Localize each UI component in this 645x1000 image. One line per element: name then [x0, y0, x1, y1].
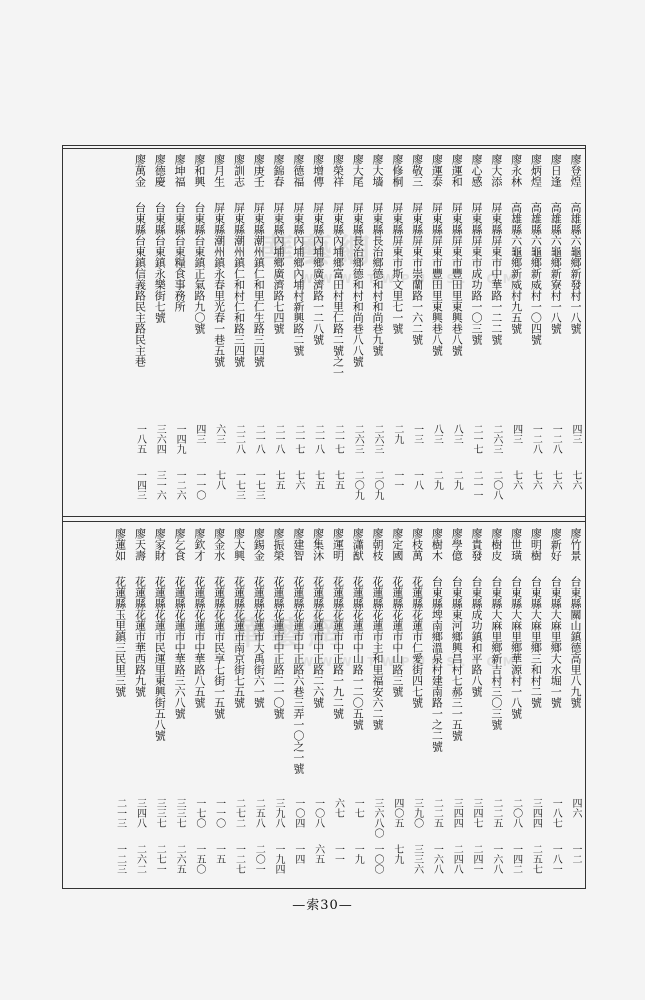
entry-number-2: 二六二 [134, 844, 146, 874]
directory-entry [308, 528, 328, 884]
entry-name: 廖訓志 [232, 154, 246, 187]
entry-number-1: 二一三 [114, 798, 126, 828]
directory-entry [130, 528, 150, 884]
entry-name: 廖枝萬 [410, 528, 424, 561]
entry-number-2: 一六八 [490, 844, 502, 874]
directory-entry [526, 528, 546, 884]
entry-number-2: 二〇一 [253, 844, 265, 874]
entry-number-2: 一九 [352, 844, 364, 864]
entry-number-2: 一四三 [134, 470, 146, 500]
entry-number-2: 一八一 [550, 844, 562, 874]
entry-number-1: 三三七 [174, 798, 186, 828]
entry-number-1: 三四四 [530, 798, 542, 828]
entry-number-2: 七五 [332, 470, 344, 490]
entry-name: 廖運泰 [430, 154, 444, 187]
entry-name: 廖定國 [390, 528, 404, 561]
entry-name: 廖明樹 [529, 528, 543, 561]
directory-entry [209, 528, 229, 884]
entry-name: 廖日逢 [549, 154, 563, 187]
entry-address: 屏東縣屏東市崇蘭路一六二號 [410, 202, 424, 345]
entry-address: 台東縣台東糧食事務所 [173, 202, 187, 312]
page-number: —索30— [292, 898, 353, 913]
directory-entry [347, 154, 367, 510]
directory-entry [407, 154, 427, 510]
entry-number-1: 四六 [570, 798, 581, 818]
entry-name: 廖蓮如 [113, 528, 127, 561]
entry-name: 廖修桐 [390, 154, 404, 187]
entry-number-2: 二四八 [451, 844, 463, 874]
entry-address: 台東縣大麻里鄉大水堀一號 [549, 576, 563, 708]
entry-name: 廖運和 [450, 154, 464, 187]
entry-name: 廖敬三 [410, 154, 424, 187]
entry-number-1: 一〇四 [292, 798, 304, 828]
entry-number-2: 七五 [312, 470, 324, 490]
entry-number-1: 八三 [431, 424, 443, 444]
entry-name: 廖登煌 [569, 154, 582, 187]
entry-name: 廖世璜 [509, 528, 523, 561]
directory-entry [328, 154, 348, 510]
entry-number-2: 一二三 [114, 844, 126, 874]
directory-entry [248, 528, 268, 884]
directory-entry [189, 528, 209, 884]
entry-number-1: 二六三 [352, 424, 364, 454]
entry-number-1: 一三 [411, 424, 423, 444]
entry-number-1: 六三 [213, 424, 225, 444]
directory-entry [209, 154, 229, 510]
entry-address: 高雄縣六龜鄉新發村一八號 [569, 202, 582, 334]
entry-number-2: 二〇九 [372, 470, 384, 500]
entry-number-1: 三九〇 [411, 798, 423, 828]
table-rule [63, 148, 585, 149]
entry-name: 廖錦春 [272, 154, 286, 187]
entry-address: 花蓮縣花蓮市中正路一九二號 [331, 576, 345, 719]
entry-number-1: 三六八〇 [372, 798, 384, 838]
directory-entry [545, 528, 565, 884]
entry-address: 花蓮縣花蓮市中山路一二〇五號 [351, 576, 365, 730]
directory-entry [506, 154, 526, 510]
entry-address: 屏東縣長治鄉德和村和尚巷八八號 [351, 202, 365, 367]
directory-entry [189, 154, 209, 510]
entry-number-2: 二〇八 [490, 470, 502, 500]
entry-number-2: 三一六 [154, 470, 166, 500]
entry-address: 台東縣東河鄉興昌村七郝三一五號 [450, 576, 464, 741]
entry-address: 台東縣大麻里鄉三和村二號 [529, 576, 543, 708]
entry-number-2: 一四二 [510, 844, 522, 874]
bottom-entry-block [63, 528, 585, 884]
entry-number-1: 二九 [391, 424, 403, 444]
watermark-text: 華藝網 [262, 231, 377, 269]
entry-number-2: 一四 [292, 844, 304, 864]
entry-address: 高雄縣六龜鄉新威村九五號 [509, 202, 523, 334]
top-entry-block [63, 154, 585, 510]
entry-number-1: 一〇八 [312, 798, 324, 828]
entry-number-1: 二〇八 [510, 798, 522, 828]
directory-entry [387, 528, 407, 884]
directory-entry [308, 154, 328, 510]
directory-entry [229, 528, 249, 884]
entry-address: 花蓮縣花蓮市中正路六巷三弄一〇之一號 [291, 576, 305, 774]
entry-name: 廖萬金 [133, 154, 147, 187]
directory-entry [288, 154, 308, 510]
entry-number-2: 一〇〇 [372, 844, 384, 874]
entry-name: 廖家財 [153, 528, 167, 561]
directory-entry [486, 154, 506, 510]
directory-entry [506, 528, 526, 884]
directory-entry [288, 528, 308, 884]
entry-name: 廖永林 [509, 154, 523, 187]
entry-number-1: 四三 [193, 424, 205, 444]
entry-name: 廖炳煌 [529, 154, 543, 187]
entry-number-2: 一八 [411, 470, 423, 490]
entry-name: 廖欽才 [192, 528, 206, 561]
entry-number-1: 二一七 [471, 424, 483, 454]
entry-address: 屏東縣潮州鎮永春里光春一巷五號 [212, 202, 226, 367]
entry-address: 屏東縣潮州鎮仁和村仁和路三四號 [232, 202, 246, 367]
directory-entry [130, 154, 150, 510]
entry-address: 屏東縣內埔鄉廣濟路一二八號 [311, 202, 325, 345]
entry-number-1: 三六四 [154, 424, 166, 454]
entry-name: 廖運明 [331, 528, 345, 561]
entry-number-1: 二一七 [292, 424, 304, 454]
entry-number-1: 一八五 [134, 424, 146, 454]
directory-entry [466, 154, 486, 510]
entry-number-1: 八三 [451, 424, 463, 444]
entry-address: 花蓮縣花蓮市大禹街六一號 [252, 576, 266, 708]
directory-entry [367, 528, 387, 884]
entry-address: 屏東縣長治鄉德和村和尚巷九號 [371, 202, 385, 356]
entry-name: 廖金水 [212, 528, 226, 561]
entry-number-2: 七六 [510, 470, 522, 490]
entry-number-2: 二四一 [471, 844, 483, 874]
entry-address: 花蓮縣花蓮市南京街七五號 [232, 576, 246, 708]
table-divider [63, 521, 585, 522]
entry-number-2: 二五七 [530, 844, 542, 874]
entry-number-2: 一一〇 [193, 470, 205, 500]
entry-number-2: 七九 [391, 844, 403, 864]
entry-number-2: 一五 [213, 844, 225, 864]
entry-number-2: 七八 [213, 470, 225, 490]
entry-address: 台東縣埤南鄉溫泉村建南路一之二號 [430, 576, 444, 752]
entry-address: 高雄縣六龜鄉新寮村一八號 [549, 202, 563, 334]
entry-number-2: 一五〇 [193, 844, 205, 874]
entry-number-2: 一二七 [233, 844, 245, 874]
entry-number-1: 二五八 [253, 798, 265, 828]
entry-number-1: 一七〇 [193, 798, 205, 828]
entry-address: 台東縣大麻里鄉新吉村三〇三號 [489, 576, 503, 730]
entry-number-2: 二六五 [174, 844, 186, 874]
entry-address: 花蓮縣花蓮市中華路三六八號 [173, 576, 187, 719]
entry-number-2: 二九 [451, 470, 463, 490]
entry-number-1: 四三 [510, 424, 522, 444]
entry-number-2: 一一 [332, 844, 344, 864]
entry-number-2: 三三六 [411, 844, 423, 874]
entry-address: 屏東縣屏東市中華路一二二號 [489, 202, 503, 345]
entry-address: 高雄縣六龜鄉新威村一〇四號 [529, 202, 543, 345]
entry-number-2: 二九 [431, 470, 443, 490]
entry-number-1: 二六三 [372, 424, 384, 454]
entry-number-2: 七六 [530, 470, 542, 490]
entry-number-2: 一九四 [273, 844, 285, 874]
entry-number-1: 二六三 [490, 424, 502, 454]
entry-number-2: 一七三 [253, 470, 265, 500]
directory-entry [347, 528, 367, 884]
entry-name: 廖樹木 [430, 528, 444, 561]
table-divider [63, 516, 585, 517]
entry-number-1: 三三七 [154, 798, 166, 828]
entry-number-1: 三四八 [134, 798, 146, 828]
entry-name: 廖和興 [192, 154, 206, 187]
directory-entry [387, 154, 407, 510]
entry-name: 廖德慶 [153, 154, 167, 187]
entry-address: 台東縣大麻里鄉華源村一八號 [509, 576, 523, 719]
directory-entry [565, 154, 585, 510]
entry-number-1: 一二八 [530, 424, 542, 454]
entry-address: 花蓮縣花蓮市民運里東興街五八號 [153, 576, 167, 741]
entry-name: 廖集沐 [311, 528, 325, 561]
directory-entry [149, 154, 169, 510]
entry-number-1: 一一〇 [213, 798, 225, 828]
directory-entry [248, 154, 268, 510]
directory-entry [427, 154, 447, 510]
entry-number-1: 二一八 [253, 424, 265, 454]
entry-name: 廖貴發 [470, 528, 484, 561]
entry-address: 台東縣台東鎮正氣路九〇號 [192, 202, 206, 334]
directory-entry [229, 154, 249, 510]
entry-name: 廖增傳 [311, 154, 325, 187]
directory-entry [268, 154, 288, 510]
entry-name: 廖樹皮 [489, 528, 503, 561]
entry-name: 廖建智 [291, 528, 305, 561]
directory-entry [169, 154, 189, 510]
entry-name: 廖榮祥 [331, 154, 345, 187]
entry-address: 屏東縣內埔鄉富田村里仁路二號之一 [331, 202, 345, 378]
entry-name: 廖大添 [489, 154, 503, 187]
entry-number-2: 二〇九 [352, 470, 364, 500]
entry-address: 花蓮縣花蓮市華西路九號 [133, 576, 147, 697]
entry-address: 台東縣台東鎮信義路民主路民主巷 [133, 202, 147, 367]
directory-entry [328, 528, 348, 884]
entry-number-1: 四〇五 [391, 798, 403, 828]
entry-number-2: 七六 [292, 470, 304, 490]
entry-address: 花蓮縣花蓮市主和里福安六二號 [371, 576, 385, 730]
entry-number-2: 二一一 [471, 470, 483, 500]
entry-name: 廖坤福 [173, 154, 187, 187]
entry-address: 屏東縣屏東市成功路一〇三號 [470, 202, 484, 345]
entry-address: 屏東縣屏東市豐田里東興巷八號 [430, 202, 444, 356]
entry-number-2: 二七一 [154, 844, 166, 874]
entry-name: 廖瀟猷 [351, 528, 365, 561]
entry-address: 台東縣台東鎮永樂街七號 [153, 202, 167, 323]
entry-name: 廖竹景 [569, 528, 582, 561]
entry-name: 廖錫金 [252, 528, 266, 561]
directory-entry [466, 528, 486, 884]
entry-number-1: 六七 [332, 798, 344, 818]
watermark-url: WWW.TWPUBS.COM [300, 272, 521, 286]
entry-address: 屏東縣屏東市斯文里七一號 [390, 202, 404, 334]
entry-address: 屏東縣屏東市豐田里東興巷八號 [450, 202, 464, 356]
entry-number-2: 一七三 [233, 470, 245, 500]
entry-name: 廖庚壬 [252, 154, 266, 187]
entry-address: 屏東縣潮州鎮仁和里仁生路三四號 [252, 202, 266, 367]
entry-name: 廖乞食 [173, 528, 187, 561]
directory-entry [545, 154, 565, 510]
entry-number-1: 一七 [352, 798, 364, 818]
entry-number-2: 一二六 [174, 470, 186, 500]
entry-number-1: 四三 [570, 424, 581, 444]
directory-entry [526, 154, 546, 510]
directory-table [62, 145, 586, 889]
directory-entry [268, 528, 288, 884]
watermark-url: WWW.TWPUBS.COM [300, 655, 521, 669]
entry-number-1: 三四四 [451, 798, 463, 828]
entry-address: 屏東縣內埔鄉廣濟路七四號 [272, 202, 286, 334]
entry-address: 花蓮縣花蓮市中山路三號 [390, 576, 404, 697]
entry-number-2: 一二 [570, 844, 581, 864]
entry-address: 花蓮縣花蓮市中華路八五號 [192, 576, 206, 708]
entry-name: 廖大墻 [371, 154, 385, 187]
entry-address: 屏東縣內埔鄉內埔村新興路二號 [291, 202, 305, 356]
entry-address: 花蓮縣玉里鎮三民里三號 [113, 576, 127, 697]
entry-number-1: 一二八 [550, 424, 562, 454]
directory-entry [367, 154, 387, 510]
entry-address: 花蓮縣花蓮市中正路二六號 [311, 576, 325, 708]
entry-number-1: 二二五 [490, 798, 502, 828]
entry-number-2: 七六 [570, 470, 581, 490]
directory-entry [427, 528, 447, 884]
entry-number-1: 二一八 [273, 424, 285, 454]
entry-address: 花蓮縣花蓮市民享七街一五號 [212, 576, 226, 719]
entry-name: 廖振榮 [272, 528, 286, 561]
entry-number-2: 七六 [550, 470, 562, 490]
entry-name: 廖大尾 [351, 154, 365, 187]
entry-address: 花蓮縣花蓮市中正路二一〇號 [272, 576, 286, 719]
entry-number-2: 一一 [391, 470, 403, 490]
entry-number-2: 六五 [312, 844, 324, 864]
entry-number-1: 一八七 [550, 798, 562, 828]
directory-entry [446, 528, 466, 884]
entry-name: 廖學億 [450, 528, 464, 561]
entry-address: 花蓮縣花蓮市仁愛街四七號 [410, 576, 424, 708]
directory-entry [407, 528, 427, 884]
entry-name: 廖朝枝 [371, 528, 385, 561]
entry-number-1: 二二五 [431, 798, 443, 828]
entry-name: 廖新好 [549, 528, 563, 561]
entry-number-1: 二七二 [233, 798, 245, 828]
entry-name: 廖天壽 [133, 528, 147, 561]
directory-entry [446, 154, 466, 510]
directory-entry [565, 528, 585, 884]
entry-address: 台東縣關山鎮德高里八九號 [569, 576, 582, 708]
entry-number-1: 三九八 [273, 798, 285, 828]
entry-address: 台東縣成功鎮和平路八號 [470, 576, 484, 697]
entry-name: 廖心感 [470, 154, 484, 187]
directory-entry [110, 528, 130, 884]
entry-name: 廖大興 [232, 528, 246, 561]
entry-name: 廖月生 [212, 154, 226, 187]
entry-number-1: 二一七 [332, 424, 344, 454]
directory-entry [486, 528, 506, 884]
entry-number-1: 一四九 [174, 424, 186, 454]
directory-entry [149, 528, 169, 884]
entry-number-2: 七五 [273, 470, 285, 490]
directory-entry [169, 528, 189, 884]
watermark-text: 華藝網 [232, 614, 347, 652]
entry-number-2: 一六八 [431, 844, 443, 874]
entry-name: 廖德福 [291, 154, 305, 187]
entry-number-1: 二一八 [312, 424, 324, 454]
entry-number-1: 三四七 [471, 798, 483, 828]
entry-number-1: 二二八 [233, 424, 245, 454]
